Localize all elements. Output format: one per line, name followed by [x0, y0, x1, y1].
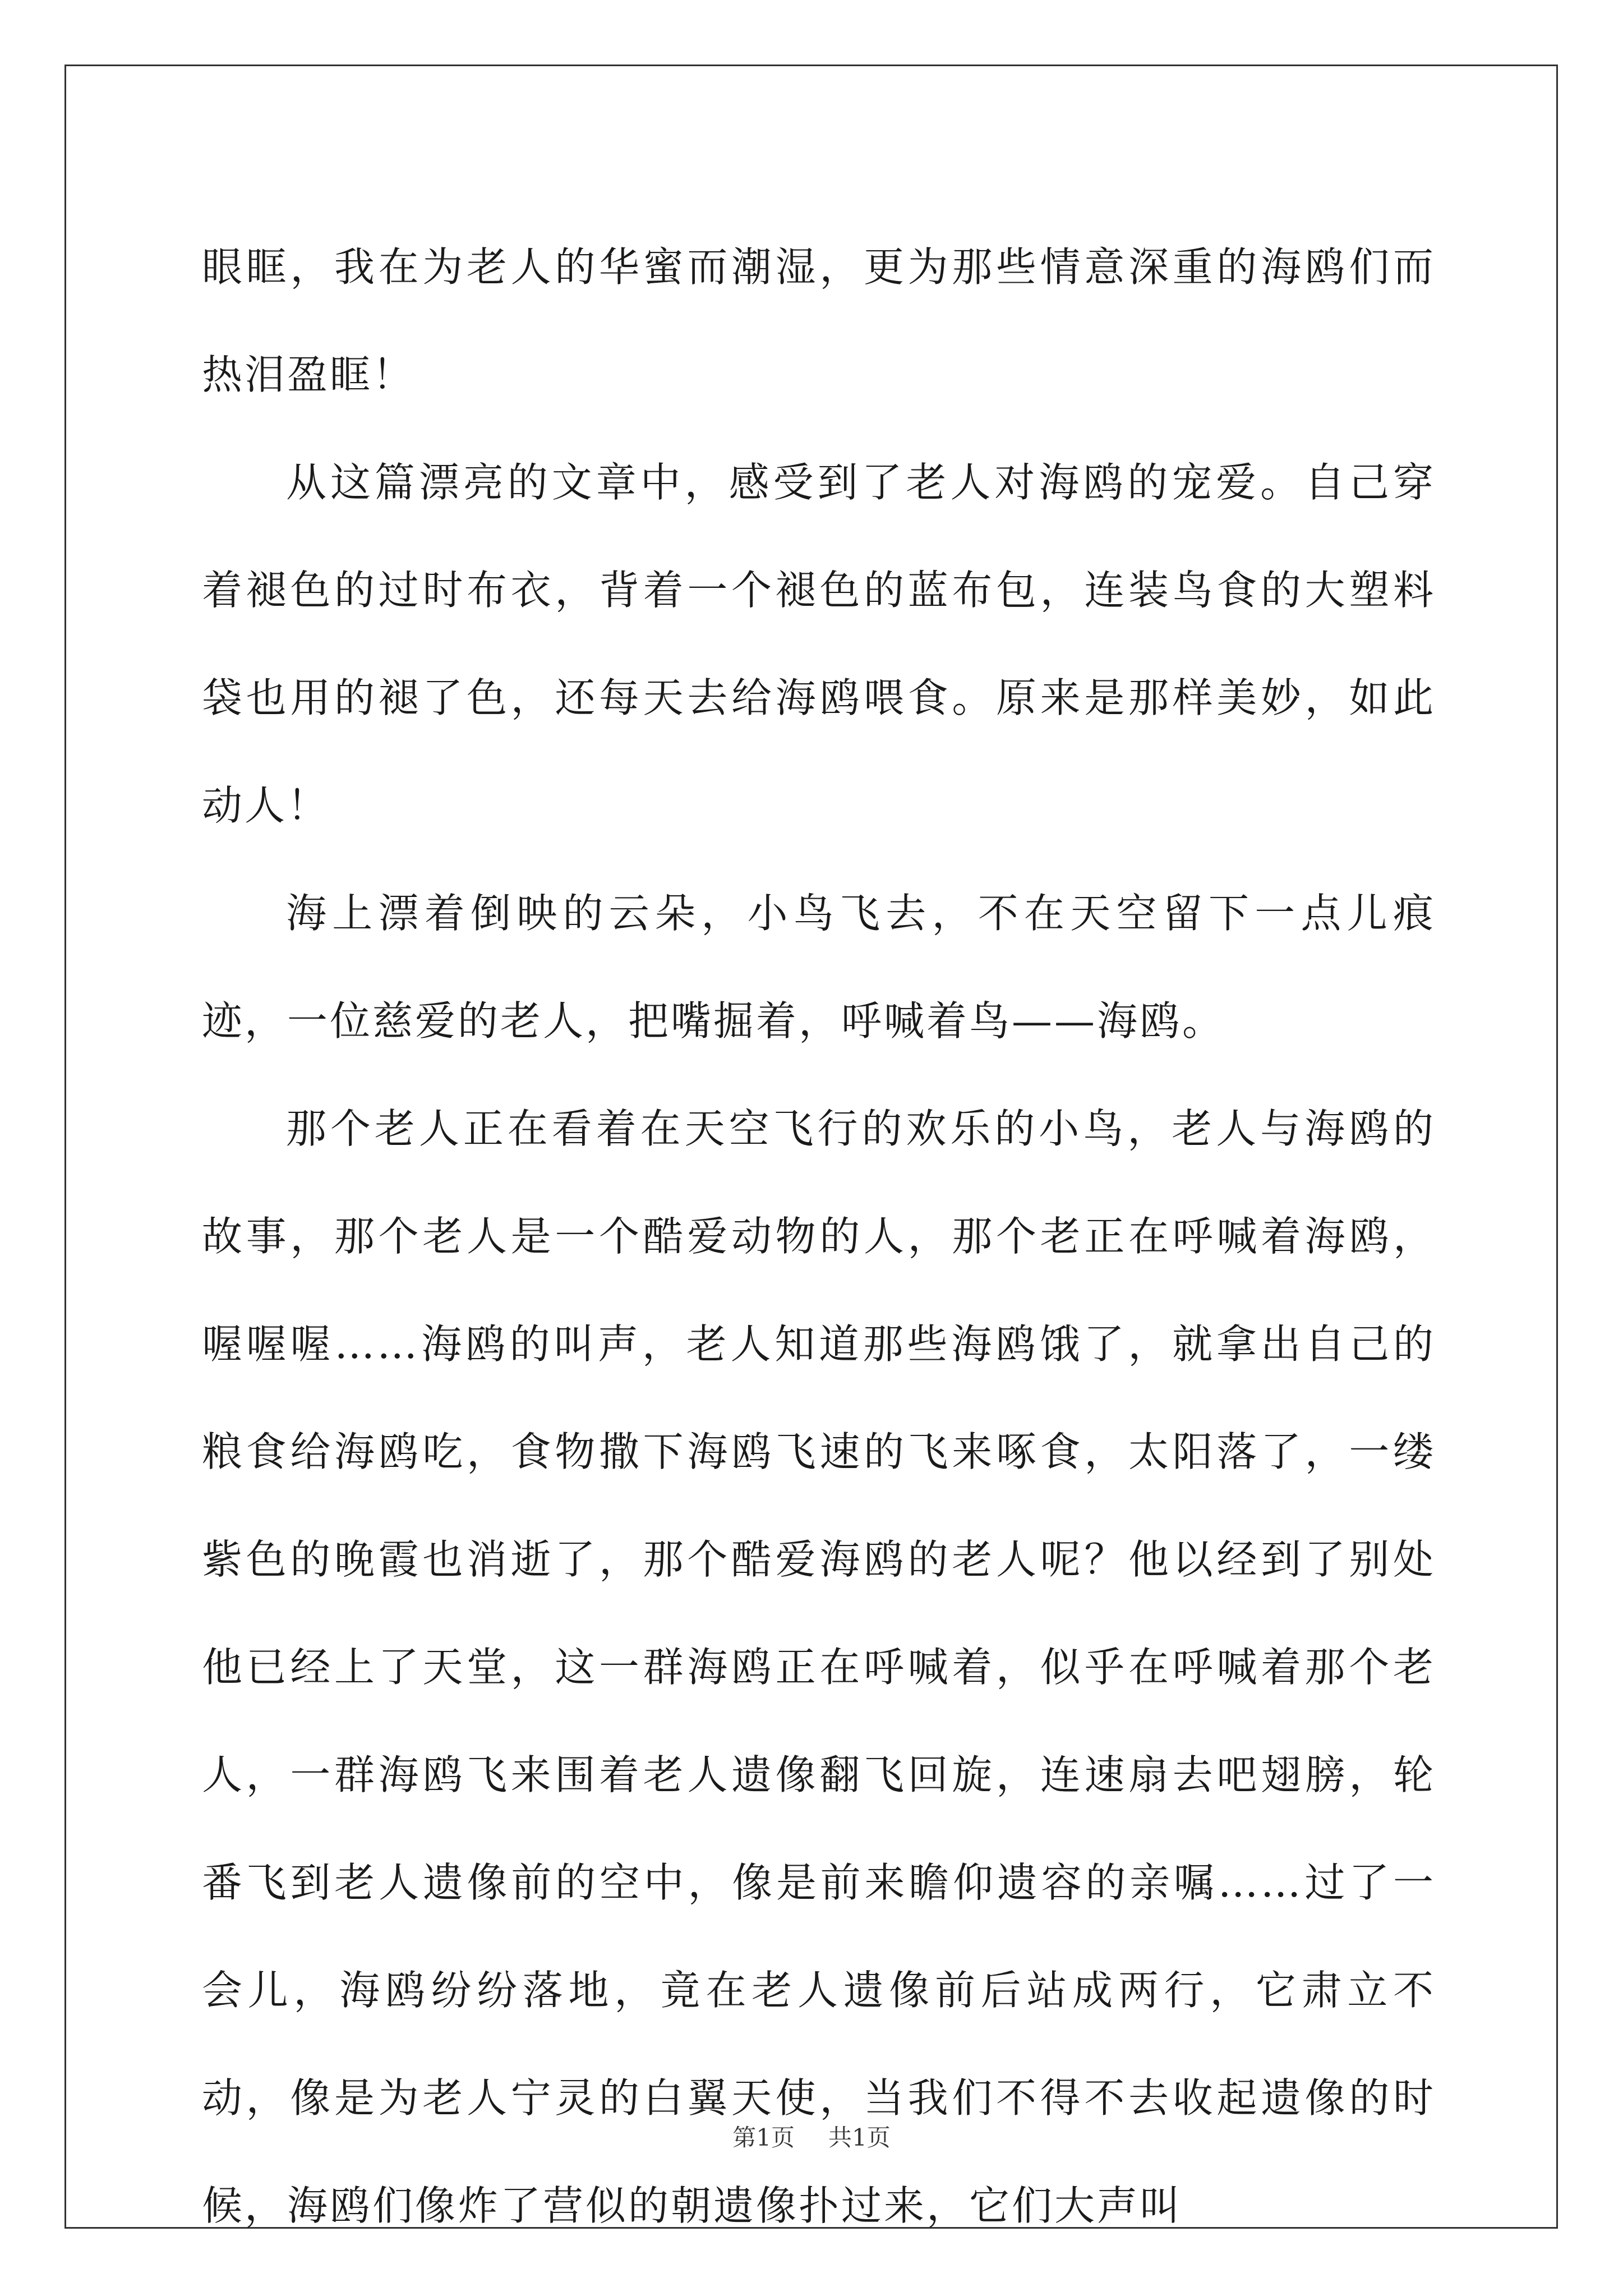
document-body — [202, 213, 1436, 2260]
page-footer — [0, 2119, 1623, 2153]
paragraph-3: 海上漂着倒映的云朵，小鸟飞去，不在天空留下一点儿痕迹，一位慈爱的老人，把嘴掘着，呼喊着鸟——海鸥。 — [202, 890, 1436, 1045]
paragraph-4: 那个老人正在看着在天空飞行的欢乐的小鸟，老人与海鸥的故事，那个老人是一个酷爱动物的人，那个老正在呼喊着海鸥，喔喔喔……海鸥的叫声，老人知道那些海鸥饿了，就拿出自己的粮食给海鸥吃，食物撒下海鸥飞速的飞来啄食，太阳落了，一缕紫色的晚霞也消逝了，那个酷爱海鸥的老人呢？他以经到了别处他已经上了天堂，这一群海鸥正在呼喊着，似乎在呼喊着那个老人，一群海鸥飞来围着老人遗像翻飞回旋，连速扇去吧翅膀，轮番飞到老人遗像前的空中，像是前来瞻仰遗容的亲嘱……过了一会儿，海鸥纷纷落地，竟在老人遗像前后站成两行，它肃立不动，像是为老人宁灵的白翼天使，当我们不得不去收起遗像的时候，海鸥们像炸了营似的朝遗像扑过来，它们大声叫 — [202, 1105, 1436, 2229]
paragraph-2: 从这篇漂亮的文章中，感受到了老人对海鸥的宠爱。自己穿着褪色的过时布衣，背着一个褪色的蓝布包，连装鸟食的大塑料袋也用的褪了色，还每天去给海鸥喂食。原来是那样美妙，如此动人！ — [202, 459, 1436, 829]
page-number-current: 第1页 — [732, 2124, 795, 2151]
paragraph-1: 眼眶，我在为老人的华蜜而潮湿，更为那些情意深重的海鸥们而热泪盈眶！ — [202, 243, 1436, 398]
page-number-total: 共1页 — [828, 2124, 891, 2151]
